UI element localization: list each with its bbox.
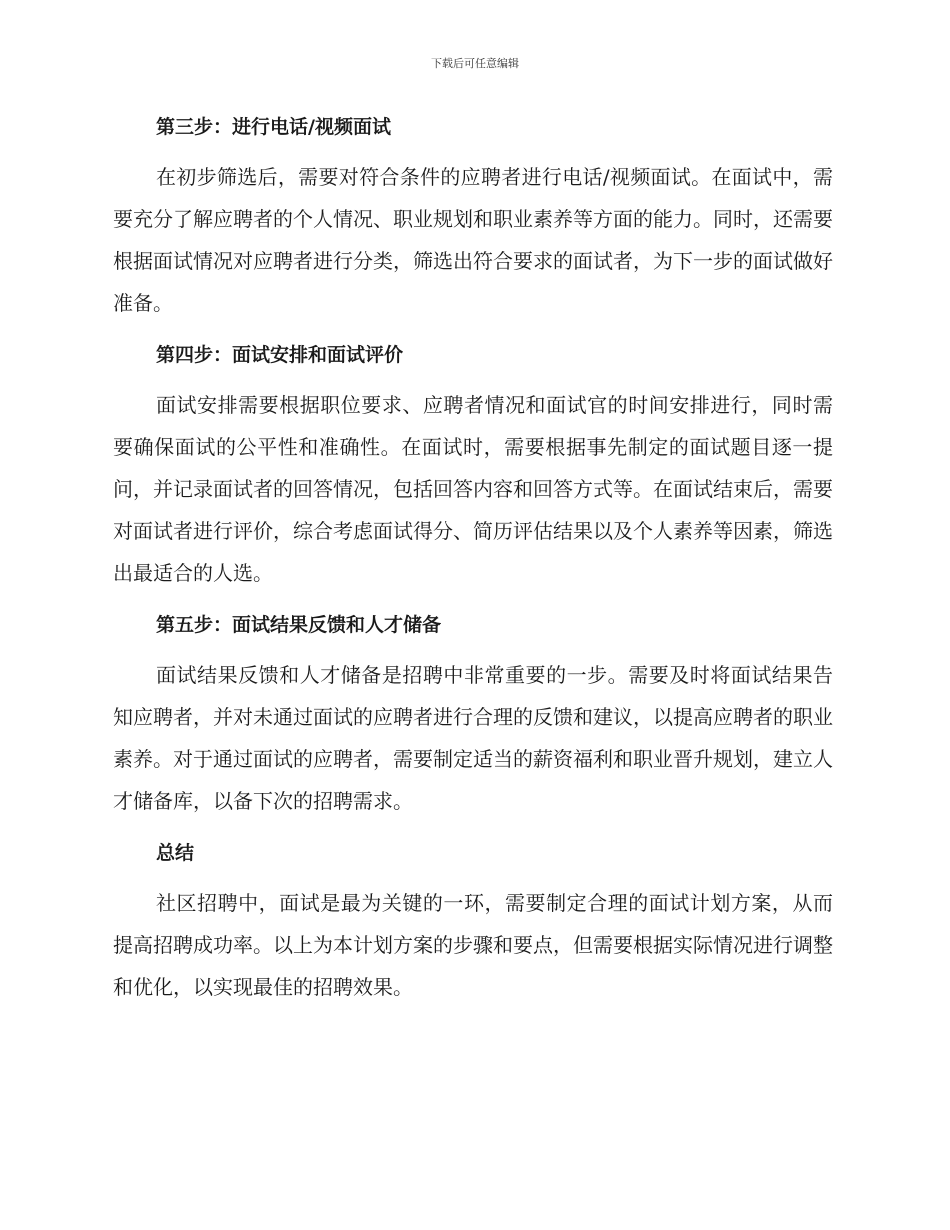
section-step-three [113,106,833,324]
document-body [113,106,833,1018]
section-paragraph: 在初步筛选后，需要对符合条件的应聘者进行电话/视频面试。在面试中，需要充分了解应聘者的个人情况、职业规划和职业素养等方面的能力。同时，还需要根据面试情况对应聘者进行分类，筛选出符合要求的面试者，为下一步的面试做好准备。 [113,165,833,315]
section-paragraph: 面试结果反馈和人才储备是招聘中非常重要的一步。需要及时将面试结果告知应聘者，并对未通过面试的应聘者进行合理的反馈和建议，以提高应聘者的职业素养。对于通过面试的应聘者，需要制定适当的薪资福利和职业晋升规划，建立人才储备库，以备下次的招聘需求。 [113,663,833,813]
section-summary [113,832,833,1008]
section-heading: 第四步：面试安排和面试评价 [156,344,404,366]
section-step-four [113,334,833,594]
section-step-five [113,604,833,822]
section-paragraph: 面试安排需要根据职位要求、应聘者情况和面试官的时间安排进行，同时需要确保面试的公平性和准确性。在面试时，需要根据事先制定的面试题目逐一提问，并记录面试者的回答情况，包括回答内容和回答方式等。在面试结束后，需要对面试者进行评价，综合考虑面试得分、简历评估结果以及个人素养等因素，筛选出最适合的人选。 [113,393,833,585]
section-heading: 总结 [156,842,195,864]
section-heading: 第三步：进行电话/视频面试 [156,116,391,138]
section-paragraph: 社区招聘中，面试是最为关键的一环，需要制定合理的面试计划方案，从而提高招聘成功率。以上为本计划方案的步骤和要点，但需要根据实际情况进行调整和优化，以实现最佳的招聘效果。 [113,891,833,999]
section-heading: 第五步：面试结果反馈和人才储备 [156,614,442,636]
header-note: 下载后可任意编辑 [431,57,519,70]
